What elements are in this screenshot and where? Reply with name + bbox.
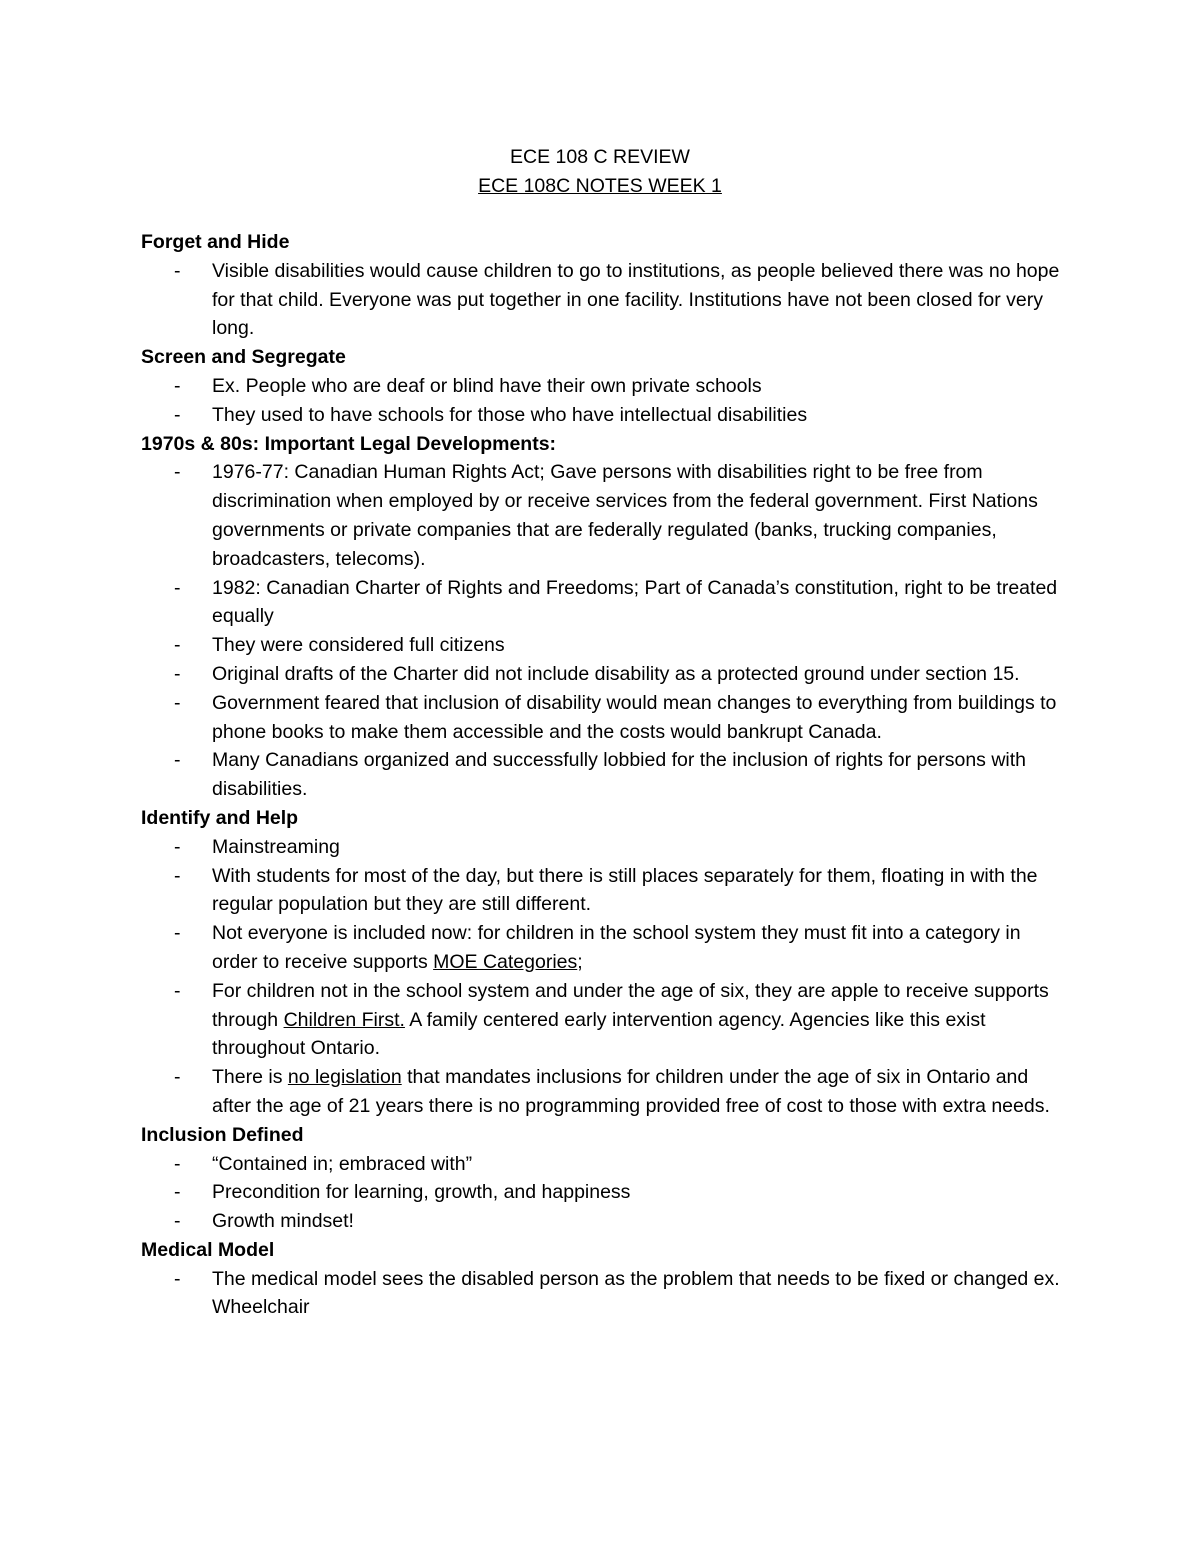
bullet-dash: - [174, 1181, 181, 1204]
list-item-text [212, 461, 1038, 569]
text-run: Precondition for learning, growth, and happiness [212, 1181, 631, 1204]
text-run: The medical model sees the disabled person as the problem that needs to be fixed or changed ex. Wheelchair [212, 1267, 1060, 1319]
list-item [141, 257, 1071, 343]
text-run: Ex. People who are deaf or blind have their own private schools [212, 374, 762, 397]
list-item [141, 1265, 1071, 1323]
bullet-dash: - [174, 979, 181, 1002]
underlined-term: Children First. [283, 1008, 405, 1031]
list-item-text [212, 836, 340, 858]
list-item [141, 1063, 1071, 1121]
list-item-text [212, 1181, 630, 1203]
list-item [141, 862, 1071, 920]
bullet-list [141, 458, 1071, 804]
document-subtitle: ECE 108C NOTES WEEK 1 [478, 175, 722, 197]
list-item [141, 689, 1071, 747]
bullet-dash: - [174, 864, 181, 887]
list-item [141, 1207, 1071, 1236]
list-item-text [212, 577, 1057, 628]
bullet-dash: - [174, 1152, 181, 1175]
bullet-list [141, 372, 1071, 430]
list-item-text [212, 634, 505, 656]
text-run: that mandates inclusions for children under the age of six in Ontario and after the age of 21 years there is no programming provided free of cost to those with extra needs. [212, 1066, 1050, 1117]
section-heading: 1970s & 80s: Important Legal Developments: [141, 432, 557, 455]
text-run: ; [577, 950, 583, 973]
text-run: They were considered full citizens [212, 634, 505, 657]
text-run: They used to have schools for those who have intellectual disabilities [212, 403, 808, 426]
list-item [141, 1150, 1071, 1179]
notes-body [141, 228, 1071, 1322]
text-run: There is [212, 1066, 288, 1089]
section-heading: Inclusion Defined [141, 1123, 304, 1146]
text-run: A family centered early intervention agency. Agencies like this exist throughout Ontario. [212, 1008, 986, 1060]
bullet-dash: - [174, 749, 181, 772]
bullet-dash: - [174, 403, 181, 426]
underlined-term: MOE Categories [433, 950, 578, 973]
bullet-dash: - [174, 374, 181, 397]
bullet-dash: - [174, 1210, 181, 1233]
list-item [141, 458, 1071, 573]
text-run: Original drafts of the Charter did not include disability as a protected ground under section 15. [212, 662, 1020, 685]
text-run: With students for most of the day, but there is still places separately for them, floating in with the regular population but they are still different. [212, 864, 1038, 916]
text-run: Mainstreaming [212, 835, 340, 858]
list-item [141, 631, 1071, 660]
bullet-dash: - [174, 922, 181, 945]
list-item-text [212, 260, 1059, 340]
list-item [141, 746, 1071, 804]
bullet-list [141, 833, 1071, 1121]
text-run: Many Canadians organized and successfully lobbied for the inclusion of rights for persons with disabilities. [212, 749, 1027, 801]
text-run: Visible disabilities would cause children to go to institutions, as people believed there was no hope for that child. Everyone was put together in one facility. Institutions have not been closed for very long. [212, 259, 1060, 340]
text-run: For children not in the school system and under the age of six, they are apple to receive supports through [212, 979, 1049, 1031]
bullet-dash: - [174, 461, 181, 484]
list-item [141, 574, 1071, 632]
list-item-text [212, 865, 1038, 916]
text-run: “Contained in; embraced with” [212, 1152, 473, 1175]
list-item-text [212, 749, 1026, 800]
bullet-dash: - [174, 691, 181, 714]
bullet-dash: - [174, 634, 181, 657]
list-item-text [212, 663, 1020, 685]
section-heading: Forget and Hide [141, 231, 290, 253]
list-item-text [212, 980, 1049, 1060]
list-item-text [212, 1153, 472, 1175]
bullet-list [141, 257, 1071, 343]
list-item [141, 401, 1071, 430]
list-item-text [212, 375, 762, 397]
bullet-dash: - [174, 662, 181, 685]
list-item-text [212, 1210, 354, 1232]
list-item [141, 977, 1071, 1063]
bullet-dash: - [174, 1066, 181, 1089]
list-item-text [212, 922, 1021, 973]
list-item [141, 833, 1071, 862]
bullet-list [141, 1150, 1071, 1236]
list-item-text [212, 692, 1056, 743]
section-heading: Screen and Segregate [141, 346, 346, 369]
list-item [141, 660, 1071, 689]
bullet-dash: - [174, 259, 181, 282]
text-run: Government feared that inclusion of disability would mean changes to everything from buildings to phone books to make them accessible and the costs would bankrupt Canada. [212, 691, 1057, 743]
text-run: Growth mindset! [212, 1210, 354, 1233]
text-run: 1976-77: Canadian Human Rights Act; Gave persons with disabilities right to be free from discrimination when employed by or receive services from the federal government. First Nations governments or private companies that are federally regulated (banks, trucking companies, broadcasters, telecoms). [212, 461, 1038, 570]
bullet-dash: - [174, 576, 181, 599]
list-item [141, 919, 1071, 977]
list-item-text [212, 1066, 1050, 1117]
text-run: Not everyone is included now: for children in the school system they must fit into a category in order to receive supports [212, 922, 1021, 973]
list-item [141, 372, 1071, 401]
underlined-term: no legislation [287, 1066, 402, 1089]
section-heading: Identify and Help [141, 806, 299, 829]
document-title: ECE 108 C REVIEW [510, 146, 690, 168]
list-item-text [212, 1268, 1060, 1319]
list-item [141, 1178, 1071, 1207]
bullet-list [141, 1265, 1071, 1323]
bullet-dash: - [174, 835, 181, 858]
text-run: 1982: Canadian Charter of Rights and Freedoms; Part of Canada’s constitution, right to be treated equally [212, 576, 1058, 628]
section-heading: Medical Model [141, 1238, 275, 1261]
list-item-text [212, 404, 807, 426]
bullet-dash: - [174, 1267, 181, 1290]
